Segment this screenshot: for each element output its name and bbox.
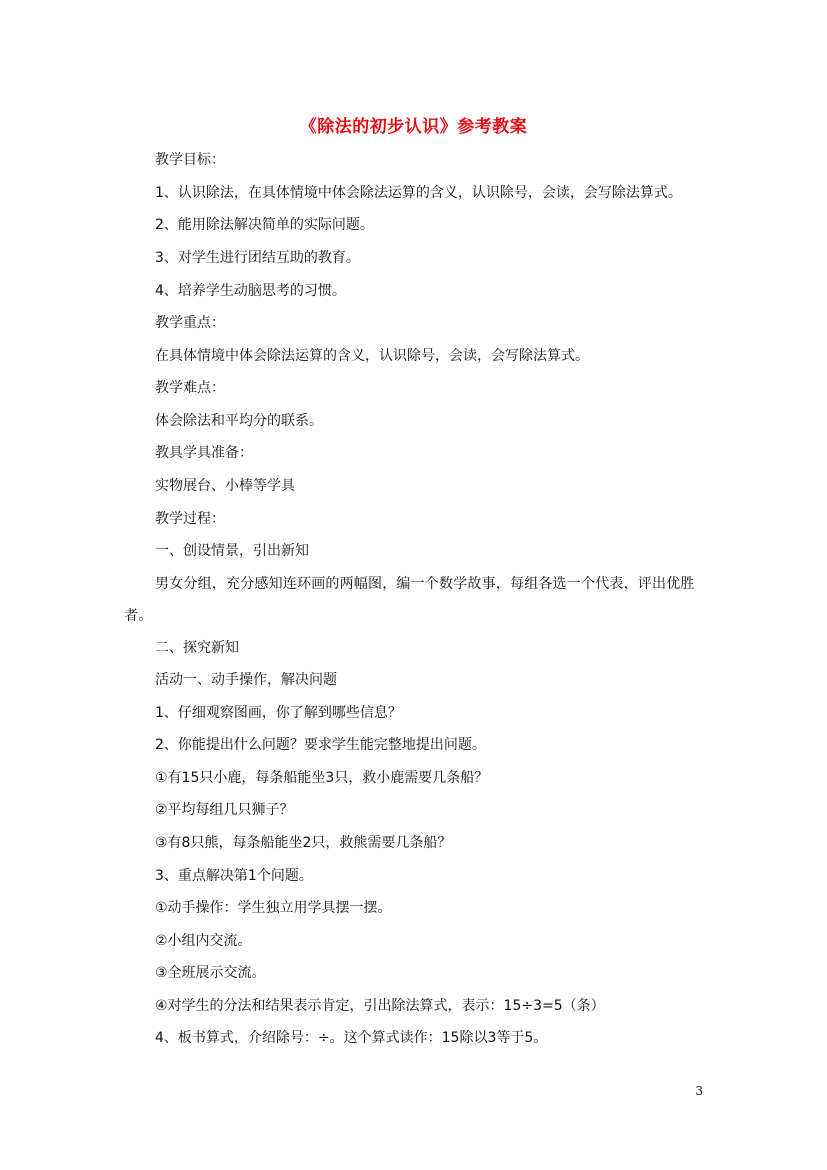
document-title: 《除法的初步认识》参考教案 — [299, 117, 528, 137]
text-line: ①动手操作：学生独立用学具摆一摆。 — [155, 900, 392, 916]
paragraph-wrapped: 男女分组，充分感知连环画的两幅图，编一个数学故事，每组各选一个代表，评出优胜者。 — [124, 576, 695, 624]
text-line: ③有8只熊，每条船能坐2只，救熊需要几条船？ — [155, 835, 452, 851]
text-line: 教学难点： — [155, 380, 225, 396]
text-line: 3、重点解决第1个问题。 — [155, 868, 313, 884]
text-line: 2、能用除法解决简单的实际问题。 — [155, 217, 374, 233]
text-line: 教具学具准备： — [155, 445, 253, 461]
text-line: 活动一、动手操作，解决问题 — [155, 672, 337, 688]
text-line: 2、你能提出什么问题？要求学生能完整地提出问题。 — [155, 737, 486, 753]
text-line: 一、创设情景，引出新知 — [155, 543, 309, 559]
text-line: 3、对学生进行团结互助的教育。 — [155, 250, 360, 266]
text-line: ①有15只小鹿，每条船能坐3只，救小鹿需要几条船？ — [155, 770, 489, 786]
text-line: 4、培养学生动脑思考的习惯。 — [155, 283, 346, 299]
text-line: ②平均每组几只狮子？ — [155, 802, 294, 818]
text-line: 教学过程： — [155, 511, 225, 527]
text-line: 1、认识除法，在具体情境中体会除法运算的含义，认识除号，会读，会写除法算式。 — [155, 185, 682, 201]
page-number: 3 — [695, 1084, 703, 1098]
text-line: 教学目标： — [155, 152, 225, 168]
text-line: 在具体情境中体会除法运算的含义，认识除号，会读，会写除法算式。 — [155, 348, 589, 364]
text-line: 实物展台、小棒等学具 — [155, 478, 295, 494]
text-line: ④对学生的分法和结果表示肯定，引出除法算式，表示：15÷3=5（条） — [155, 998, 605, 1014]
text-line: ③全班展示交流。 — [155, 965, 266, 981]
text-line: ②小组内交流。 — [155, 933, 252, 949]
text-line: 二、探究新知 — [155, 640, 239, 656]
text-line: 教学重点： — [155, 315, 225, 331]
text-line: 体会除法和平均分的联系。 — [155, 413, 323, 429]
text-line: 4、板书算式，介绍除号：÷。这个算式读作：15除以3等于5。 — [155, 1030, 548, 1046]
text-line: 1、仔细观察图画，你了解到哪些信息？ — [155, 705, 402, 721]
